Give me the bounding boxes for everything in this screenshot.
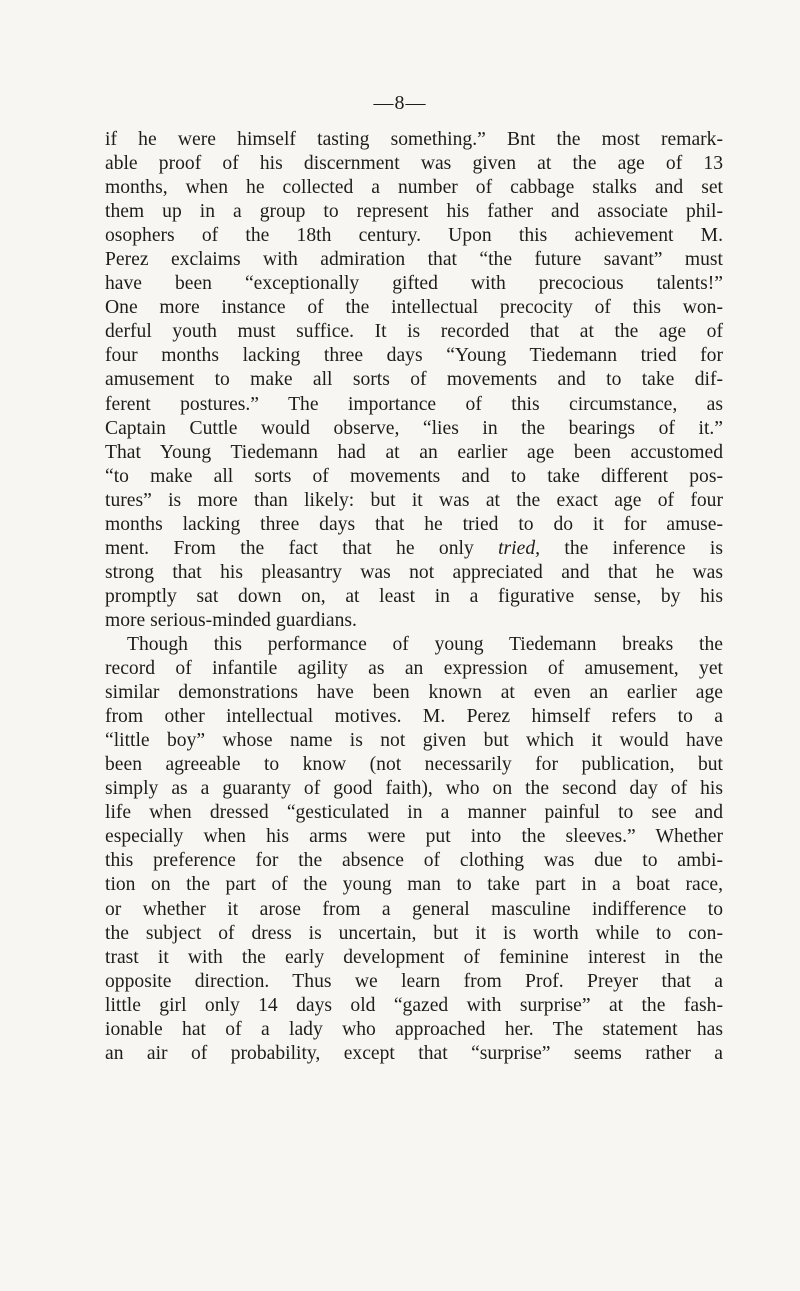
body-text: [105, 128, 723, 1066]
text-line: “to make all sorts of movements and to take different pos-: [105, 465, 723, 487]
text-line: have been “exceptionally gifted with precocious talents!”: [105, 273, 723, 295]
text-line: or whether it arose from a general masculine indifference to: [105, 898, 723, 920]
text-line: promptly sat down on, at least in a figurative sense, by his: [105, 585, 723, 607]
paragraph-start-line: Though this performance of young Tiedemann breaks the: [127, 633, 723, 655]
text-line: ionable hat of a lady who approached her. The statement has: [105, 1018, 723, 1040]
text-line: four months lacking three days “Young Tiedemann tried for: [105, 345, 723, 367]
text-line: amusement to make all sorts of movements and to take dif-: [105, 369, 723, 391]
text-line: ferent postures.” The importance of this circumstance, as: [105, 393, 723, 415]
paragraph-end-line: more serious-minded guardians.: [105, 609, 357, 631]
text-line: been agreeable to know (not necessarily for publication, but: [105, 754, 723, 776]
text-line: similar demonstrations have been known at even an earlier age: [105, 682, 723, 704]
text-line-with-italic: [105, 537, 723, 561]
text-line: tures” is more than likely: but it was at the exact age of four: [105, 489, 723, 511]
text-line: if he were himself tasting something.” Bnt the most remark-: [105, 129, 723, 150]
text-line: trast it with the early development of feminine interest in the: [105, 946, 723, 968]
italic-word: tried,: [498, 537, 541, 559]
text-line: osophers of the 18th century. Upon this achievement M.: [105, 225, 723, 247]
text-line: an air of probability, except that “surprise” seems rather a: [105, 1042, 723, 1064]
text-line: simply as a guaranty of good faith), who on the second day of his: [105, 778, 723, 800]
text-line: the subject of dress is uncertain, but it is worth while to con-: [105, 922, 723, 944]
text-line: “little boy” whose name is not given but which it would have: [105, 730, 723, 752]
text-line: them up in a group to represent his father and associate phil-: [105, 201, 723, 223]
text-line: derful youth must suffice. It is recorded that at the age of: [105, 321, 723, 343]
text-line: tion on the part of the young man to take part in a boat race,: [105, 874, 723, 896]
page-number: —8—: [373, 92, 427, 114]
text-line: That Young Tiedemann had at an earlier age been accustomed: [105, 441, 723, 463]
text-line: strong that his pleasantry was not appreciated and that he was: [105, 561, 723, 583]
text-segment: ment. From the fact that he only: [105, 537, 499, 559]
text-line: record of infantile agility as an expression of amusement, yet: [105, 658, 723, 680]
text-line: months lacking three days that he tried to do it for amuse-: [105, 513, 723, 535]
text-line: from other intellectual motives. M. Perez himself refers to a: [105, 706, 723, 728]
text-line: months, when he collected a number of cabbage stalks and set: [105, 177, 723, 199]
text-line: Captain Cuttle would observe, “lies in the bearings of it.”: [105, 417, 723, 439]
text-line: opposite direction. Thus we learn from Prof. Preyer that a: [105, 970, 723, 992]
text-line: especially when his arms were put into the sleeves.” Whether: [105, 826, 723, 848]
text-line: Perez exclaims with admiration that “the future savant” must: [105, 249, 723, 271]
text-segment: the inference is: [540, 537, 723, 559]
text-line: able proof of his discernment was given at the age of 13: [105, 153, 723, 175]
text-line: this preference for the absence of clothing was due to ambi-: [105, 850, 723, 872]
text-line: little girl only 14 days old “gazed with surprise” at the fash-: [105, 994, 723, 1016]
text-line: One more instance of the intellectual precocity of this won-: [105, 297, 723, 319]
text-line: life when dressed “gesticulated in a manner painful to see and: [105, 802, 723, 824]
